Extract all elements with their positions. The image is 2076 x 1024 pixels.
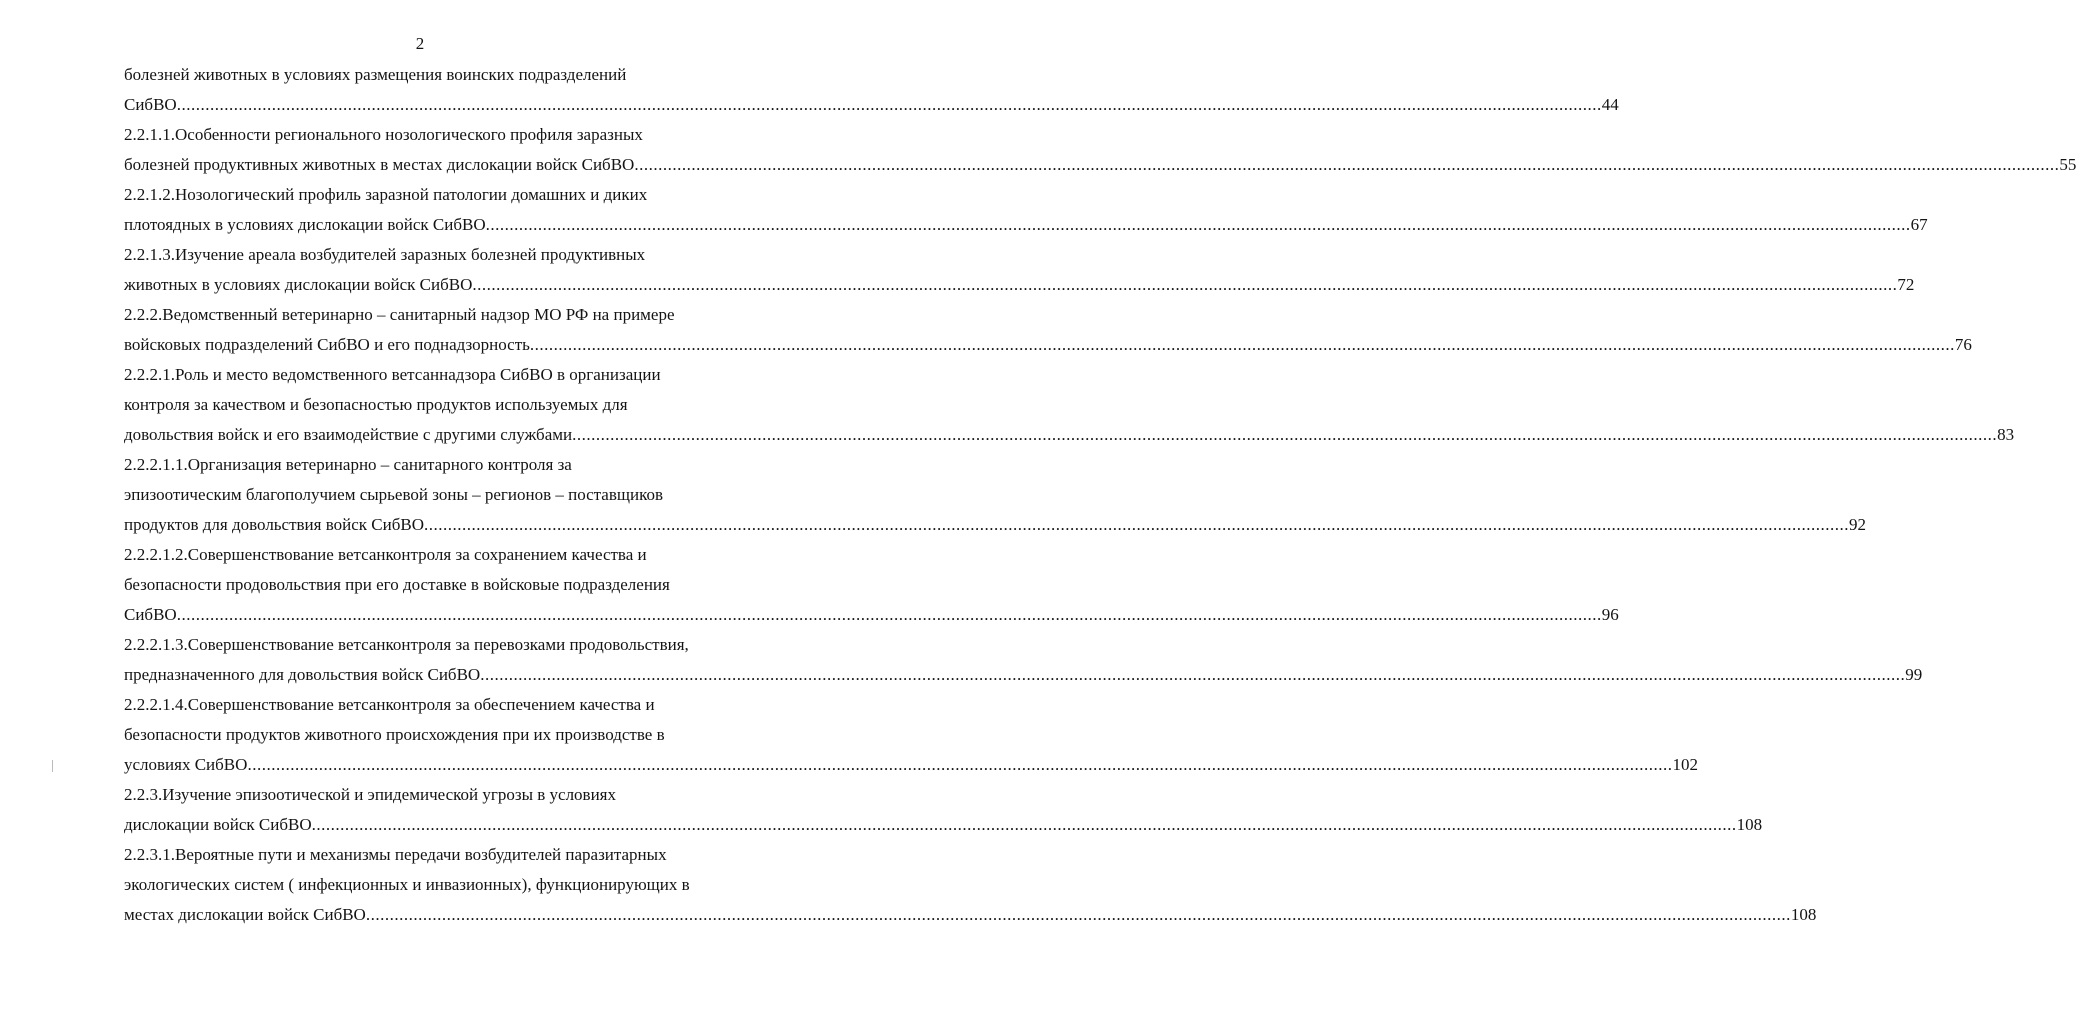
toc-entry-text: местах дислокации войск СибВО [124, 905, 366, 924]
toc-entry-last-line [124, 510, 1866, 540]
scan-artifact [52, 760, 53, 772]
toc-entry-line [124, 840, 724, 870]
toc-entry-line [124, 570, 724, 600]
toc-entry-text: 2.2.2.Ведомственный ветеринарно – санитарный надзор МО РФ на примере [124, 305, 675, 324]
toc-entry-last-line [124, 330, 1972, 360]
toc-entry [124, 60, 1619, 120]
dot-leader: ............................................................................................................................................................................................................................................................................................................ [485, 215, 1911, 234]
toc-entry-text: 2.2.3.1.Вероятные пути и механизмы передачи возбудителей паразитарных [124, 845, 667, 864]
toc-page-number: 72 [1897, 275, 1915, 294]
toc-page-number: 108 [1790, 905, 1817, 924]
toc-entry [124, 360, 2015, 450]
toc-entry-text: войсковых подразделений СибВО и его поднадзорность [124, 335, 530, 354]
toc-entry-text: экологических систем ( инфекционных и инвазионных), функционирующих в [124, 875, 690, 894]
dot-leader: ............................................................................................................................................................................................................................................................................................................ [572, 425, 1998, 444]
dot-leader: ............................................................................................................................................................................................................................................................................................................ [176, 605, 1602, 624]
dot-leader: ............................................................................................................................................................................................................................................................................................................ [311, 815, 1737, 834]
toc-entry-line [124, 300, 724, 330]
toc-entry-text: условиях СибВО [124, 755, 248, 774]
toc-entry [124, 300, 1972, 360]
page-number: 2 [415, 34, 425, 53]
toc-entry [124, 630, 1923, 690]
toc-page-number: 108 [1736, 815, 1763, 834]
dot-leader: ............................................................................................................................................................................................................................................................................................................ [365, 905, 1791, 924]
toc-entry-text: довольствия войск и его взаимодействие с другими службами [124, 425, 573, 444]
toc-page-number: 102 [1672, 755, 1698, 774]
toc-entry-text: 2.2.2.1.1.Организация ветеринарно – санитарного контроля за [124, 455, 572, 474]
toc-entry [124, 840, 1817, 930]
toc-entry-text: 2.2.1.3.Изучение ареала возбудителей заразных болезней продуктивных [124, 245, 646, 264]
toc-entry-text: 2.2.1.2.Нозологический профиль заразной патологии домашних и диких [124, 185, 648, 204]
toc-page-number: 44 [1601, 95, 1619, 114]
toc-entry-line [124, 690, 724, 720]
toc-entry-line [124, 450, 724, 480]
toc-entry-line [124, 390, 724, 420]
toc-entry-text: безопасности продовольствия при его доставке в войсковые подразделения [124, 575, 670, 594]
toc-entry-last-line [124, 270, 1915, 300]
toc-entry-last-line [124, 90, 1619, 120]
toc-entry-line [124, 360, 724, 390]
toc-entry-text: 2.2.2.1.2.Совершенствование ветсанконтроля за сохранением качества и [124, 545, 647, 564]
toc-entry-last-line [124, 210, 1928, 240]
toc-entry [124, 180, 1928, 240]
dot-leader: ............................................................................................................................................................................................................................................................................................................ [480, 665, 1906, 684]
toc-entry-last-line [124, 600, 1619, 630]
toc-entry-line [124, 540, 724, 570]
toc-page-number: 92 [1848, 515, 1866, 534]
dot-leader: ............................................................................................................................................................................................................................................................................................................ [472, 275, 1898, 294]
toc-entry-text: 2.2.2.1.Роль и место ведомственного ветсаннадзора СибВО в организации [124, 365, 661, 384]
dot-leader: ............................................................................................................................................................................................................................................................................................................ [423, 515, 1849, 534]
toc-entry-text: болезней продуктивных животных в местах дислокации войск СибВО [124, 155, 635, 174]
toc-entry [124, 540, 1619, 630]
toc-entry-text: болезней животных в условиях размещения воинских подразделений [124, 65, 627, 84]
toc-entry-last-line [124, 900, 1817, 930]
toc-entry-line [124, 240, 724, 270]
toc-page-number: 55 [2059, 155, 2076, 174]
toc-entry-text: 2.2.1.1.Особенности регионального нозологического профиля заразных [124, 125, 643, 144]
toc-entry-text: животных в условиях дислокации войск СибВО [124, 275, 473, 294]
dot-leader: ............................................................................................................................................................................................................................................................................................................ [529, 335, 1955, 354]
toc-entry [124, 120, 2076, 180]
toc-entry [124, 450, 1866, 540]
dot-leader: ............................................................................................................................................................................................................................................................................................................ [247, 755, 1673, 774]
toc-entry-text: СибВО [124, 605, 177, 624]
toc-page-number: 67 [1910, 215, 1928, 234]
table-of-contents [124, 60, 2076, 930]
toc-entry-line [124, 870, 724, 900]
toc-entry [124, 240, 1915, 300]
toc-entry [124, 690, 1698, 780]
toc-entry-last-line [124, 750, 1698, 780]
toc-entry-line [124, 720, 724, 750]
toc-entry-text: плотоядных в условиях дислокации войск СибВО [124, 215, 486, 234]
toc-entry-last-line [124, 660, 1923, 690]
toc-entry-text: контроля за качеством и безопасностью продуктов используемых для [124, 395, 628, 414]
toc-entry-text: 2.2.2.1.3.Совершенствование ветсанконтроля за перевозками продовольствия, [124, 635, 689, 654]
toc-entry-text: 2.2.3.Изучение эпизоотической и эпидемической угрозы в условиях [124, 785, 616, 804]
toc-entry-text: продуктов для довольствия войск СибВО [124, 515, 424, 534]
toc-page-number: 83 [1997, 425, 2015, 444]
toc-entry-text: предназначенного для довольствия войск СибВО [124, 665, 481, 684]
toc-page-number: 96 [1601, 605, 1619, 624]
toc-entry-text: СибВО [124, 95, 177, 114]
toc-entry-text: 2.2.2.1.4.Совершенствование ветсанконтроля за обеспечением качества и [124, 695, 655, 714]
toc-entry-line [124, 780, 724, 810]
dot-leader: ............................................................................................................................................................................................................................................................................................................ [634, 155, 2060, 174]
toc-entry-line [124, 630, 724, 660]
dot-leader: ............................................................................................................................................................................................................................................................................................................ [176, 95, 1602, 114]
toc-entry-line [124, 480, 724, 510]
toc-page-number: 99 [1905, 665, 1923, 684]
toc-entry-line [124, 180, 724, 210]
toc-entry-last-line [124, 810, 1763, 840]
toc-entry-last-line [124, 420, 2015, 450]
toc-entry-text: эпизоотическим благополучием сырьевой зоны – регионов – поставщиков [124, 485, 663, 504]
toc-entry [124, 780, 1763, 840]
toc-entry-line [124, 120, 724, 150]
toc-entry-line [124, 60, 724, 90]
toc-page-number: 76 [1954, 335, 1972, 354]
toc-entry-text: дислокации войск СибВО [124, 815, 312, 834]
toc-entry-text: безопасности продуктов животного происхождения при их производстве в [124, 725, 665, 744]
toc-entry-last-line [124, 150, 2076, 180]
